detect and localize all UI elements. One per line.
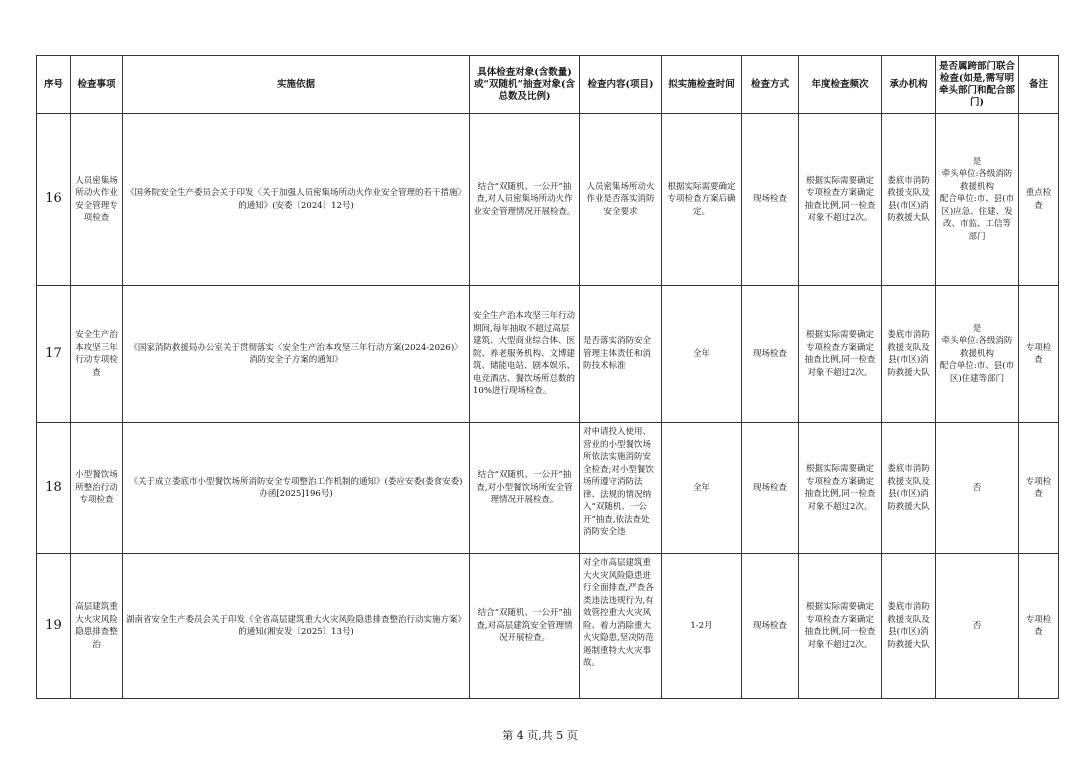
cell-time: 根据实际需要确定专项检查方案后确定。 xyxy=(662,114,742,286)
cell-seq: 17 xyxy=(37,286,71,423)
inspection-plan-table xyxy=(36,55,1059,699)
cell-basis: 《国家消防救援局办公室关于贯彻落实〈安全生产治本攻坚三年行动方案(2024-2026)〉消防安全子方案的通知》 xyxy=(123,286,470,423)
cell-freq: 根据实际需要确定专项检查方案确定抽查比例,同一检查对象不超过2次。 xyxy=(799,423,882,554)
table-row xyxy=(37,554,1059,699)
table-row xyxy=(37,286,1059,423)
cell-method: 现场检查 xyxy=(742,114,799,286)
cell-time: 全年 xyxy=(662,286,742,423)
cell-time: 1-2月 xyxy=(662,554,742,699)
cell-target: 结合“双随机、一公开”抽查,对小型餐饮场所安全管理情况开展检查。 xyxy=(470,423,580,554)
cell-seq: 16 xyxy=(37,114,71,286)
cell-note: 专项检查 xyxy=(1019,423,1059,554)
cell-freq: 根据实际需要确定专项检查方案确定抽查比例,同一检查对象不超过2次。 xyxy=(799,554,882,699)
header-time: 拟实施检查时间 xyxy=(662,56,742,114)
cell-item: 高层建筑重大火灾风险隐患排查整治 xyxy=(71,554,123,699)
cell-agency: 娄底市消防救援支队及县(市区)消防救援大队 xyxy=(882,423,936,554)
header-agency: 承办机构 xyxy=(882,56,936,114)
cell-content: 人员密集场所动火作业是否落实消防安全要求 xyxy=(580,114,662,286)
cell-agency: 娄底市消防救援支队及县(市区)消防救援大队 xyxy=(882,554,936,699)
cell-item: 人员密集场所动火作业安全管理专项检查 xyxy=(71,114,123,286)
cell-joint: 是 牵头单位:各级消防救援机构 配合单位:市、县(市区)住建等部门 xyxy=(936,286,1019,423)
cell-method: 现场检查 xyxy=(742,423,799,554)
cell-target: 结合“双随机、一公开”抽查,对人员密集场所动火作业安全管理情况开展检查。 xyxy=(470,114,580,286)
cell-seq: 19 xyxy=(37,554,71,699)
cell-content-text: 对申请投入使用、营业的小型餐饮场所依法实施消防安全检查;对小型餐饮场所遵守消防法律、法规的情况纳入“双随机、一公开”抽查,依法查处消防安全违 xyxy=(583,427,654,537)
cell-joint: 是 牵头单位:各级消防救援机构 配合单位:市、县(市区)应急、住建、发改、市监、工信等部门 xyxy=(936,114,1019,286)
cell-freq: 根据实际需要确定专项检查方案确定抽查比例,同一检查对象不超过2次。 xyxy=(799,114,882,286)
cell-content-text: 对全市高层建筑重大火灾风险隐患进行全面排查,严查各类违法违规行为,有效管控重大火灾风险、着力消除重大火灾隐患,坚决防范遏制重特大火灾事故。 xyxy=(583,558,654,668)
cell-basis: 湖南省安全生产委员会关于印发《全省高层建筑重大火灾风险隐患排查整治行动实施方案》的通知(湘安发〔2025〕13号) xyxy=(123,554,470,699)
cell-joint: 否 xyxy=(936,554,1019,699)
cell-content: 是否落实消防安全管理主体责任和消防技术标准 xyxy=(580,286,662,423)
cell-target: 结合“双随机、一公开”抽查,对高层建筑安全管理情况开展检查。 xyxy=(470,554,580,699)
header-item: 检查事项 xyxy=(71,56,123,114)
header-basis: 实施依据 xyxy=(123,56,470,114)
header-content: 检查内容(项目) xyxy=(580,56,662,114)
cell-content xyxy=(580,423,662,554)
table-header-row xyxy=(37,56,1059,114)
cell-agency: 娄底市消防救援支队及县(市区)消防救援大队 xyxy=(882,114,936,286)
cell-agency: 娄底市消防救援支队及县(市区)消防救援大队 xyxy=(882,286,936,423)
cell-note: 专项检查 xyxy=(1019,286,1059,423)
header-seq: 序号 xyxy=(37,56,71,114)
cell-method: 现场检查 xyxy=(742,554,799,699)
cell-time: 全年 xyxy=(662,423,742,554)
cell-content xyxy=(580,554,662,699)
cell-method: 现场检查 xyxy=(742,286,799,423)
cell-note: 专项检查 xyxy=(1019,554,1059,699)
cell-item: 小型餐饮场所整治行动专项检查 xyxy=(71,423,123,554)
table-row xyxy=(37,423,1059,554)
header-target: 具体检查对象(含数量)或“双随机”抽查对象(含总数及比例) xyxy=(470,56,580,114)
cell-freq: 根据实际需要确定专项检查方案确定抽查比例,同一检查对象不超过2次。 xyxy=(799,286,882,423)
cell-note: 重点检查 xyxy=(1019,114,1059,286)
cell-joint: 否 xyxy=(936,423,1019,554)
cell-basis: 《国务院安全生产委员会关于印发〈关于加强人员密集场所动火作业安全管理的若干措施〉的通知》(安委〔2024〕12号) xyxy=(123,114,470,286)
cell-item: 安全生产治本攻坚三年行动专项检查 xyxy=(71,286,123,423)
cell-basis: 《关于成立娄底市小型餐饮场所消防安全专项整治工作机制的通知》(娄应安委(娄食安委)办函[2025]196号) xyxy=(123,423,470,554)
cell-seq: 18 xyxy=(37,423,71,554)
table-row xyxy=(37,114,1059,286)
header-method: 检查方式 xyxy=(742,56,799,114)
cell-target: 安全生产治本攻坚三年行动期间,每年抽取不超过高层建筑、大型商业综合体、医院、养老服务机构、文博建筑、储能电站、剧本娱乐、电竞酒店、餐饮场所总数的10%进行现场检查。 xyxy=(470,286,580,423)
header-joint: 是否属跨部门联合检查(如是,需写明牵头部门和配合部门) xyxy=(936,56,1019,114)
header-note: 备注 xyxy=(1019,56,1059,114)
page-number: 第 4 页,共 5 页 xyxy=(502,729,578,742)
header-freq: 年度检查频次 xyxy=(799,56,882,114)
